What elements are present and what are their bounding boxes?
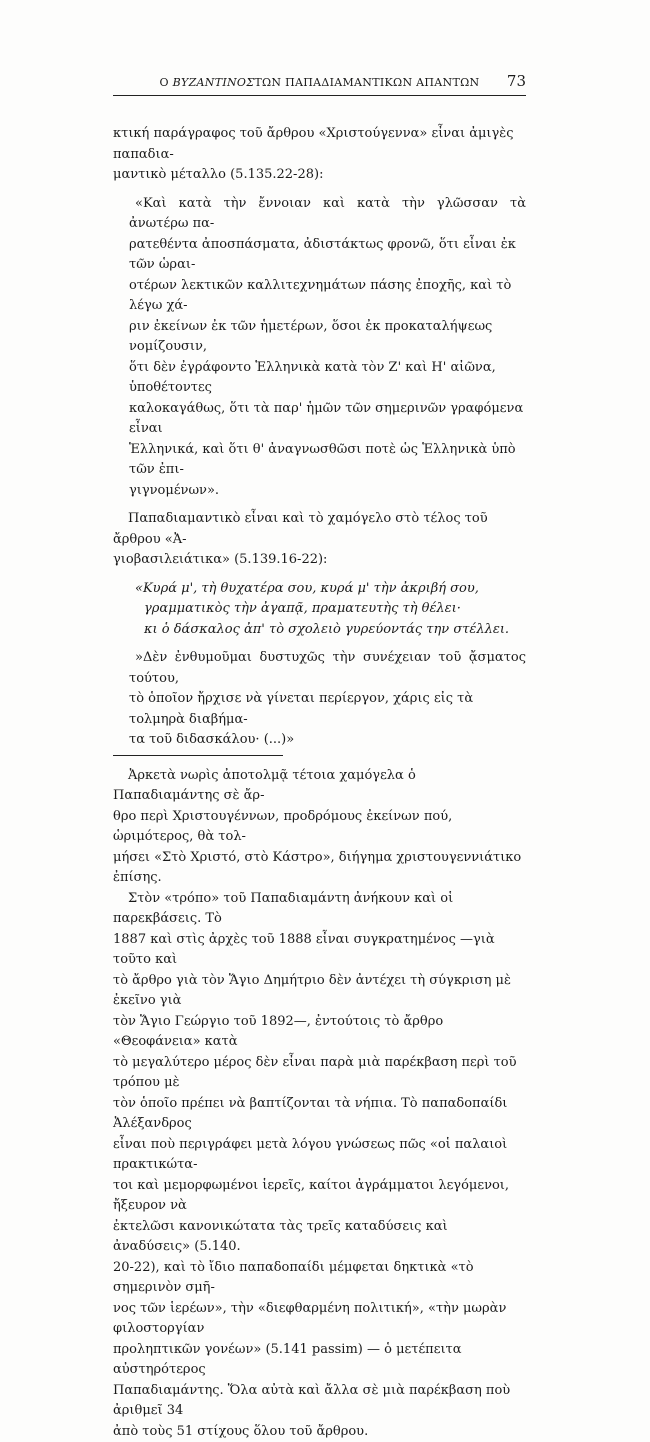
running-head-rest: ΤΩΝ ΠΑΠΑΔΙΑΜΑΝΤΙΚΩΝ ΑΠΑΝΤΩΝ [254,76,479,89]
text-line: νος τῶν ἱερέων», τὴν «διεφθαρμένη πολιτική», «τὴν μωρὰν φιλοστοργίαν [113,1299,526,1340]
text-line: τα τοῦ διδασκάλου· (...)» [129,730,526,751]
block-quote [113,194,526,502]
verse-line: «Κυρά μ', τὴ θυχατέρα σου, κυρά μ' τὴν ἀκριβή σου, [135,579,526,600]
text-line: μήσει «Στὸ Χριστό, στὸ Κάστρο», διήγημα χριστουγεννιάτικο ἐπίσης. [113,848,526,889]
text-line: τὸν Ἅγιο Γεώργιο τοῦ 1892—, ἐντούτοις τὸ ἄρθρο «Θεοφάνεια» κατὰ [113,1012,526,1053]
intro-paragraph [113,124,526,186]
text-line: γιοβασιλειάτικα» (5.139.16-22): [113,550,526,571]
body-text [113,124,526,1442]
text-line: θρο περὶ Χριστουγέννων, προδρόμους ἐκείνων πού, ὡριμότερος, θὰ τολ- [113,807,526,848]
text-line: ριν ἐκείνων ἐκ τῶν ἡμετέρων, ὅσοι ἐκ προκαταλήψεως νομίζουσιν, [129,317,526,358]
text-line: καλοκαγάθως, ὅτι τὰ παρ' ἡμῶν τῶν σημερινῶν γραφόμενα εἶναι [129,399,526,440]
text-line: τὸ ὁποῖον ἤρχισε νὰ γίνεται περίεργον, χάρις εἰς τὰ τολμηρὰ διαβήμα- [129,689,526,730]
running-head [113,76,526,89]
text-line: κτική παράγραφος τοῦ ἄρθρου «Χριστούγεννα» εἶναι ἀμιγὲς παπαδια- [113,124,526,165]
text-line: ὅτι δὲν ἐγράφοντο Ἑλληνικὰ κατὰ τὸν Ζ' καὶ Η' αἰῶνα, ὑποθέτοντες [129,358,526,399]
verse-quote [113,579,526,641]
text-line: ρατεθέντα ἀποσπάσματα, ἀδιστάκτως φρονῶ, ὅτι εἶναι ἐκ τῶν ὡραι- [129,235,526,276]
text-line: Ἀρκετὰ νωρὶς ἀποτολμᾷ τέτοια χαμόγελα ὁ Παπαδιαμάντης σὲ ἄρ- [113,766,526,807]
running-head-prefix: Ο [160,76,169,89]
text-line: οτέρων λεκτικῶν καλλιτεχνημάτων πάσης ἐποχῆς, καὶ τὸ λέγω χά- [129,276,526,317]
text-line: Στὸν «τρόπο» τοῦ Παπαδιαμάντη ἀνήκουν καὶ οἱ παρεκβάσεις. Τὸ [113,889,526,930]
paragraph [113,509,526,571]
text-line: Παπαδιαμάντης. Ὅλα αὐτὰ καὶ ἄλλα σὲ μιὰ παρέκβαση ποὺ ἀριθμεῖ 34 [113,1381,526,1422]
text-line: μαντικὸ μέταλλο (5.135.22-28): [113,165,526,186]
text-line: προληπτικῶν γονέων» (5.141 passim) — ὁ μετέπειτα αὐστηρότερος [113,1340,526,1381]
paragraph [113,766,526,889]
text-line: εἶναι ποὺ περιγράφει μετὰ λόγου γνώσεως πῶς «οἱ παλαιοὶ πρακτικώτα- [113,1135,526,1176]
text-line: 20-22), καὶ τὸ ἴδιο παπαδοπαίδι μέμφεται δηκτικὰ «τὸ σημερινὸν σμῆ- [113,1258,526,1299]
text-line: γιγνομένων». [129,481,526,502]
text-line: 1887 καὶ στὶς ἀρχὲς τοῦ 1888 εἶναι συγκρατημένος —γιὰ τοῦτο καὶ [113,930,526,971]
paragraph [113,889,526,1442]
text-line: τὸ μεγαλύτερο μέρος δὲν εἶναι παρὰ μιὰ παρέκβαση περὶ τοῦ τρόπου μὲ [113,1053,526,1094]
text-line: Παπαδιαμαντικὸ εἶναι καὶ τὸ χαμόγελο στὸ τέλος τοῦ ἄρθρου «Ἀ- [113,509,526,550]
text-line: Ἑλληνικά, καὶ ὅτι θ' ἀναγνωσθῶσι ποτὲ ὡς Ἑλληνικὰ ὑπὸ τῶν ἐπι- [129,440,526,481]
verse-line: κι ὁ δάσκαλος ἀπ' τὸ σχολειὸ γυρεύοντάς την στέλλει. [135,620,526,641]
text-line: τὸν ὁποῖο πρέπει νὰ βαπτίζονται τὰ νήπια. Τὸ παπαδοπαίδι Ἀλέξανδρος [113,1094,526,1135]
verse-line: γραμματικὸς τὴν ἀγαπᾷ, πραματευτὴς τὴ θέλει· [135,599,526,620]
text-line: ἐκτελῶσι κανονικώτατα τὰς τρεῖς καταδύσεις καὶ ἀναδύσεις» (5.140. [113,1217,526,1258]
text-line: »Δὲν ἐνθυμοῦμαι δυστυχῶς τὴν συνέχειαν τοῦ ᾄσματος τούτου, [129,648,526,689]
text-line: τὸ ἄρθρο γιὰ τὸν Ἅγιο Δημήτριο δὲν ἀντέχει τὴ σύγκριση μὲ ἐκεῖνο γιὰ [113,971,526,1012]
header-rule [113,95,526,96]
text-line: «Καὶ κατὰ τὴν ἔννοιαν καὶ κατὰ τὴν γλῶσσαν τὰ ἀνωτέρω πα- [129,194,526,235]
quote-end-rule [113,755,283,756]
text-line: τοι καὶ μεμορφωμένοι ἱερεῖς, καίτοι ἀγράμματοι λεγόμενοι, ἤξευρον νὰ [113,1176,526,1217]
running-head-italic: ΒΥΖΑΝΤΙΝΟΣ [173,76,255,89]
page-number: 73 [500,72,526,90]
block-quote-continuation [113,648,526,751]
text-line: ἀπὸ τοὺς 51 στίχους ὅλου τοῦ ἄρθρου. [113,1422,526,1442]
